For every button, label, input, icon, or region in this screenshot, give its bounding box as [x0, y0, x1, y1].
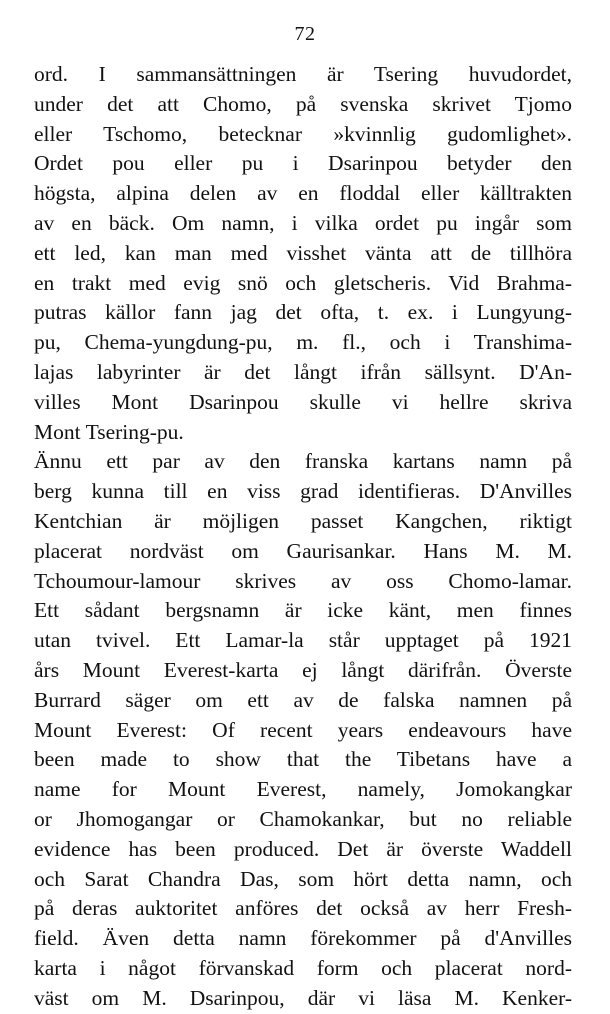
- text-line: berg kunna till en viss grad identifieras. D'Anvilles: [34, 479, 572, 504]
- text-line: ord. I sammansättningen är Tsering huvudordet,: [34, 62, 572, 86]
- text-line: och Sarat Chandra Das, som hört detta namn, och: [34, 866, 572, 891]
- text-line: placerat nordväst om Gaurisankar. Hans M. M.: [34, 538, 572, 563]
- text-line: name for Mount Everest, namely, Jomokangkar: [34, 777, 572, 802]
- text-line: pu, Chema-yungdung-pu, m. fl., och i Transhima-: [34, 330, 572, 355]
- body-text: [34, 60, 572, 1014]
- text-line: under det att Chomo, på svenska skrivet Tjomo: [34, 91, 572, 116]
- text-line: ett led, kan man med visshet vänta att de tillhöra: [34, 240, 572, 265]
- text-line: or Jhomogangar or Chamokankar, but no reliable: [34, 806, 572, 831]
- page-number: 72: [294, 23, 316, 45]
- text-line: högsta, alpina delen av en floddal eller källtrakten: [34, 181, 572, 206]
- text-line: Mount Everest: Of recent years endeavours have: [34, 717, 572, 742]
- text-line: av en bäck. Om namn, i vilka ordet pu ingår som: [34, 210, 572, 235]
- text-line: field. Även detta namn förekommer på d'Anvilles: [34, 926, 572, 951]
- text-line: eller Tschomo, betecknar »kvinnlig gudomlighet».: [34, 121, 572, 146]
- text-line: års Mount Everest-karta ej långt därifrån. Överste: [34, 657, 572, 682]
- text-line: evidence has been produced. Det är överste Waddell: [34, 836, 572, 861]
- text-line: en trakt med evig snö och gletscheris. Vid Brahma-: [34, 270, 572, 295]
- text-line: been made to show that the Tibetans have a: [34, 747, 572, 772]
- text-line: väst om M. Dsarinpou, där vi läsa M. Kenker-: [34, 985, 572, 1010]
- text-line: putras källor fann jag det ofta, t. ex. i Lungyung-: [34, 300, 572, 325]
- text-line: utan tvivel. Ett Lamar-la står upptaget på 1921: [34, 628, 572, 653]
- text-line: Ordet pou eller pu i Dsarinpou betyder den: [34, 151, 572, 176]
- text-line: Tchoumour-lamour skrives av oss Chomo-lamar.: [34, 568, 572, 593]
- text-line: Kentchian är möjligen passet Kangchen, riktigt: [34, 508, 572, 533]
- text-line: Burrard säger om ett av de falska namnen på: [34, 687, 572, 712]
- text-line: karta i något förvanskad form och placerat nord-: [34, 955, 572, 980]
- text-line: Ett sådant bergsnamn är icke känt, men finnes: [34, 598, 572, 623]
- text-line: Ännu ett par av den franska kartans namn på: [34, 449, 572, 474]
- text-line: villes Mont Dsarinpou skulle vi hellre skriva: [34, 389, 572, 414]
- text-line: Mont Tsering-pu.: [34, 419, 184, 444]
- text-line: lajas labyrinter är det långt ifrån sällsynt. D'An-: [34, 359, 572, 384]
- text-line: på deras auktoritet anföres det också av herr Fresh-: [34, 896, 572, 921]
